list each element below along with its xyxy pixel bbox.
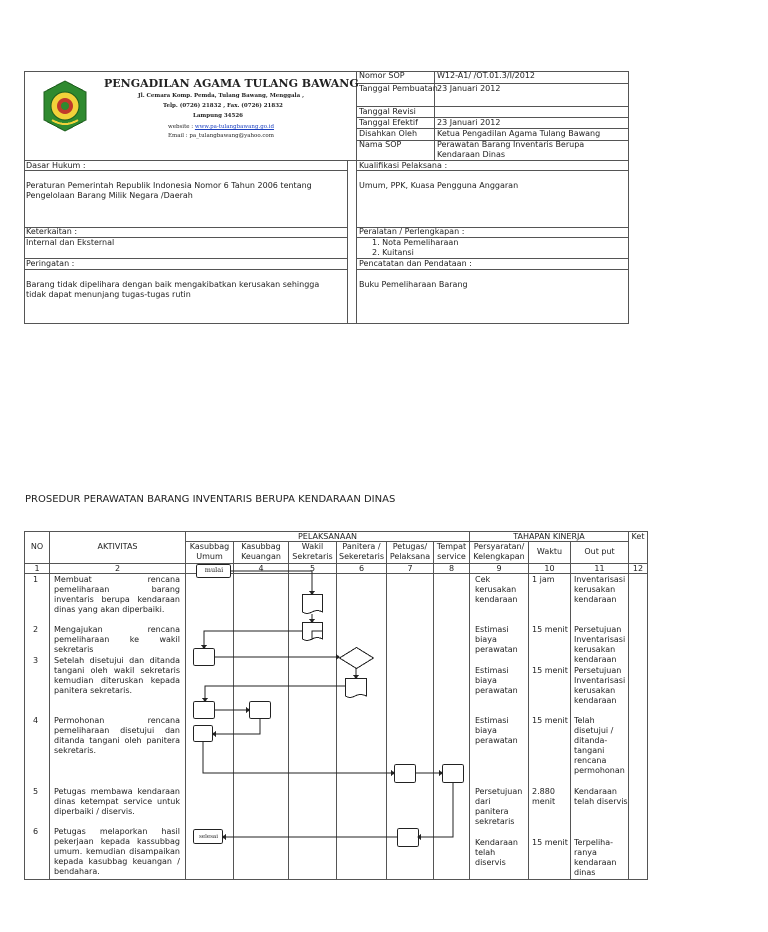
website-link[interactable]: www.pa-tulangbawang.go.id — [194, 124, 274, 130]
colnum-12: 12 — [632, 564, 644, 573]
pencatatan-text: Buku Pemeliharaan Barang — [359, 280, 468, 289]
col-waktu: Waktu — [536, 547, 563, 556]
row-6-no: 6 — [33, 827, 39, 836]
flow-connectors — [203, 571, 453, 837]
row-6-output: Terpeliha-ranya kendaraan dinas — [574, 838, 617, 877]
sop-value-efektif: 23 Januari 2012 — [437, 118, 501, 127]
peringatan-text: Barang tidak dipelihara dengan baik mengakibatkan kerusakan sehingga tidak dapat menunjang tugas-tugas rutin — [26, 280, 320, 299]
sop-label-pembuatan: Tanggal Pembuatan — [359, 84, 438, 93]
row-4-no: 4 — [33, 716, 39, 725]
website-label: website : — [168, 124, 194, 130]
sop-label-nama: Nama SOP — [359, 140, 402, 149]
row-3-activity: Setelah disetujui dan ditanda tangani oleh wakil sekretaris kemudian diteruskan kepada panitera sekretaris. — [54, 656, 180, 695]
court-address: Jl. Cemara Komp. Pemda, Tulang Bawang, Menggala , — [138, 93, 305, 99]
row-6-activity: Petugas melaporkan hasil pekerjaan kepada kassubbag umum. kemudian disampaikan kepada kasubbag keuangan / bendahara. — [54, 827, 180, 876]
row-2-req: Estimasi biaya perawatan — [475, 625, 518, 654]
row-4-time: 15 menit — [532, 716, 568, 725]
row-2-time: 15 menit — [532, 625, 568, 634]
col-tempat-service: Tempat service — [436, 542, 467, 561]
row-2-no: 2 — [33, 625, 39, 634]
start-terminator-label: mulai — [204, 566, 224, 574]
colnum-2: 2 — [114, 564, 121, 573]
col-kasubbag-keuangan: Kasubbag Keuangan — [241, 542, 281, 561]
colnum-9: 9 — [496, 564, 502, 573]
row-6-req: Kendaraan telah diservis — [475, 838, 518, 867]
colnum-5: 5 — [309, 564, 316, 573]
pencatatan-label: Pencatatan dan Pendataan : — [359, 259, 472, 268]
row-4-output: Telah disetujui / ditanda-tangani rencana permohonan — [574, 716, 625, 775]
colnum-8: 8 — [448, 564, 455, 573]
col-aktivitas: AKTIVITAS — [97, 542, 138, 551]
group-pelaksanaan: PELAKSANAAN — [297, 532, 358, 541]
dasar-hukum-label: Dasar Hukum : — [26, 161, 86, 170]
colnum-7: 7 — [407, 564, 413, 573]
row-5-no: 5 — [33, 787, 39, 796]
row-3-no: 3 — [33, 656, 39, 665]
col-output: Out put — [584, 547, 615, 556]
row-5-req: Persetujuan dari panitera sekretaris — [475, 787, 523, 826]
sop-value-nama: Perawatan Barang Inventaris Berupa Kendaraan Dinas — [437, 140, 585, 159]
sop-label-efektif: Tanggal Efektif — [359, 118, 418, 127]
peralatan-label: Peralatan / Perlengkapan : — [359, 227, 465, 236]
row-1-activity: Membuat rencana pemeliharaan barang inventaris berupa kendaraan dinas yang akan diperbaiki. — [54, 575, 180, 614]
col-persyaratan: Persyaratan/ Kelengkapan — [473, 542, 525, 561]
row-1-no: 1 — [33, 575, 39, 584]
row-6-time: 15 menit — [532, 838, 568, 847]
keterkaitan-text: Internal dan Eksternal — [26, 238, 115, 247]
peralatan-item-2: 2. Kuitansi — [372, 248, 414, 257]
procedure-title: PROSEDUR PERAWATAN BARANG INVENTARIS BERUPA KENDARAAN DINAS — [25, 494, 396, 505]
sop-label-revisi: Tanggal Revisi — [359, 107, 416, 116]
col-panitera: Panitera / Sekeretaris — [338, 542, 385, 561]
col-ket: Ket — [631, 532, 645, 541]
colnum-6: 6 — [358, 564, 365, 573]
peringatan-label: Peringatan : — [26, 259, 75, 268]
row-2-output: Persetujuan Inventarisasi kerusakan kendaraan — [574, 625, 626, 664]
kualifikasi-text: Umum, PPK, Kuasa Pengguna Anggaran — [359, 181, 519, 190]
colnum-10: 10 — [544, 564, 555, 573]
row-1-time: 1 jam — [532, 575, 555, 584]
row-3-req: Estimasi biaya perawatan — [475, 666, 518, 695]
court-email: Email : pa_tulangbawang@yahoo.com — [168, 133, 274, 139]
row-2-activity: Mengajukan rencana pemeliharaan ke wakil sekretaris — [54, 625, 180, 654]
sop-label-nomor: Nomor SOP — [359, 71, 405, 80]
row-5-activity: Petugas membawa kendaraan dinas ketempat service untuk diperbaiki / diservis. — [54, 787, 180, 816]
row-3-output: Persetujuan Inventarisasi kerusakan kendaraan — [574, 666, 626, 705]
sop-value-disahkan: Ketua Pengadilan Agama Tulang Bawang — [437, 129, 601, 138]
row-4-req: Estimasi biaya perawatan — [475, 716, 518, 745]
colnum-4: 4 — [258, 564, 264, 573]
row-1-output: Inventarisasi kerusakan kendaraan — [574, 575, 626, 604]
col-no: NO — [30, 542, 44, 551]
sop-value-nomor: W12-A1/ /OT.01.3/I/2012 — [437, 71, 535, 80]
row-4-activity: Permohonan rencana pemeliharaan disetujui dan ditanda tangani oleh panitera sekretaris. — [54, 716, 180, 755]
court-phone: Telp. (0726) 21832 , Fax. (0726) 21832 — [163, 103, 283, 109]
row-1-req: Cek kerusakan kendaraan — [475, 575, 518, 604]
peralatan-item-1: 1. Nota Pemeliharaan — [372, 238, 459, 247]
end-terminator-label: selesai — [199, 834, 218, 840]
row-5-output: Kendaraan telah diservis — [574, 787, 628, 806]
court-name: PENGADILAN AGAMA TULANG BAWANG — [104, 77, 359, 90]
col-petugas: Petugas/ Pelaksana — [389, 542, 431, 561]
colnum-11: 11 — [594, 564, 605, 573]
row-5-time: 2.880 menit — [532, 787, 556, 806]
group-tahapan: TAHAPAN KINERJA — [513, 532, 585, 541]
dasar-hukum-text: Peraturan Pemerintah Republik Indonesia Nomor 6 Tahun 2006 tentang Pengelolaan Barang Milik Negara /Daerah — [26, 181, 312, 200]
sop-value-pembuatan: 23 Januari 2012 — [437, 84, 501, 93]
kualifikasi-label: Kualifikasi Pelaksana : — [359, 161, 448, 170]
keterkaitan-label: Keterkaitan : — [26, 227, 78, 236]
col-wakil-sekretaris: Wakil Sekretaris — [292, 542, 333, 561]
sop-label-disahkan: Disahkan Oleh — [359, 129, 418, 138]
court-city: Lampung 34526 — [193, 113, 243, 119]
colnum-1: 1 — [34, 564, 40, 573]
row-3-time: 15 menit — [532, 666, 568, 675]
col-kasubbag-umum: Kasubbag Umum — [189, 542, 230, 561]
